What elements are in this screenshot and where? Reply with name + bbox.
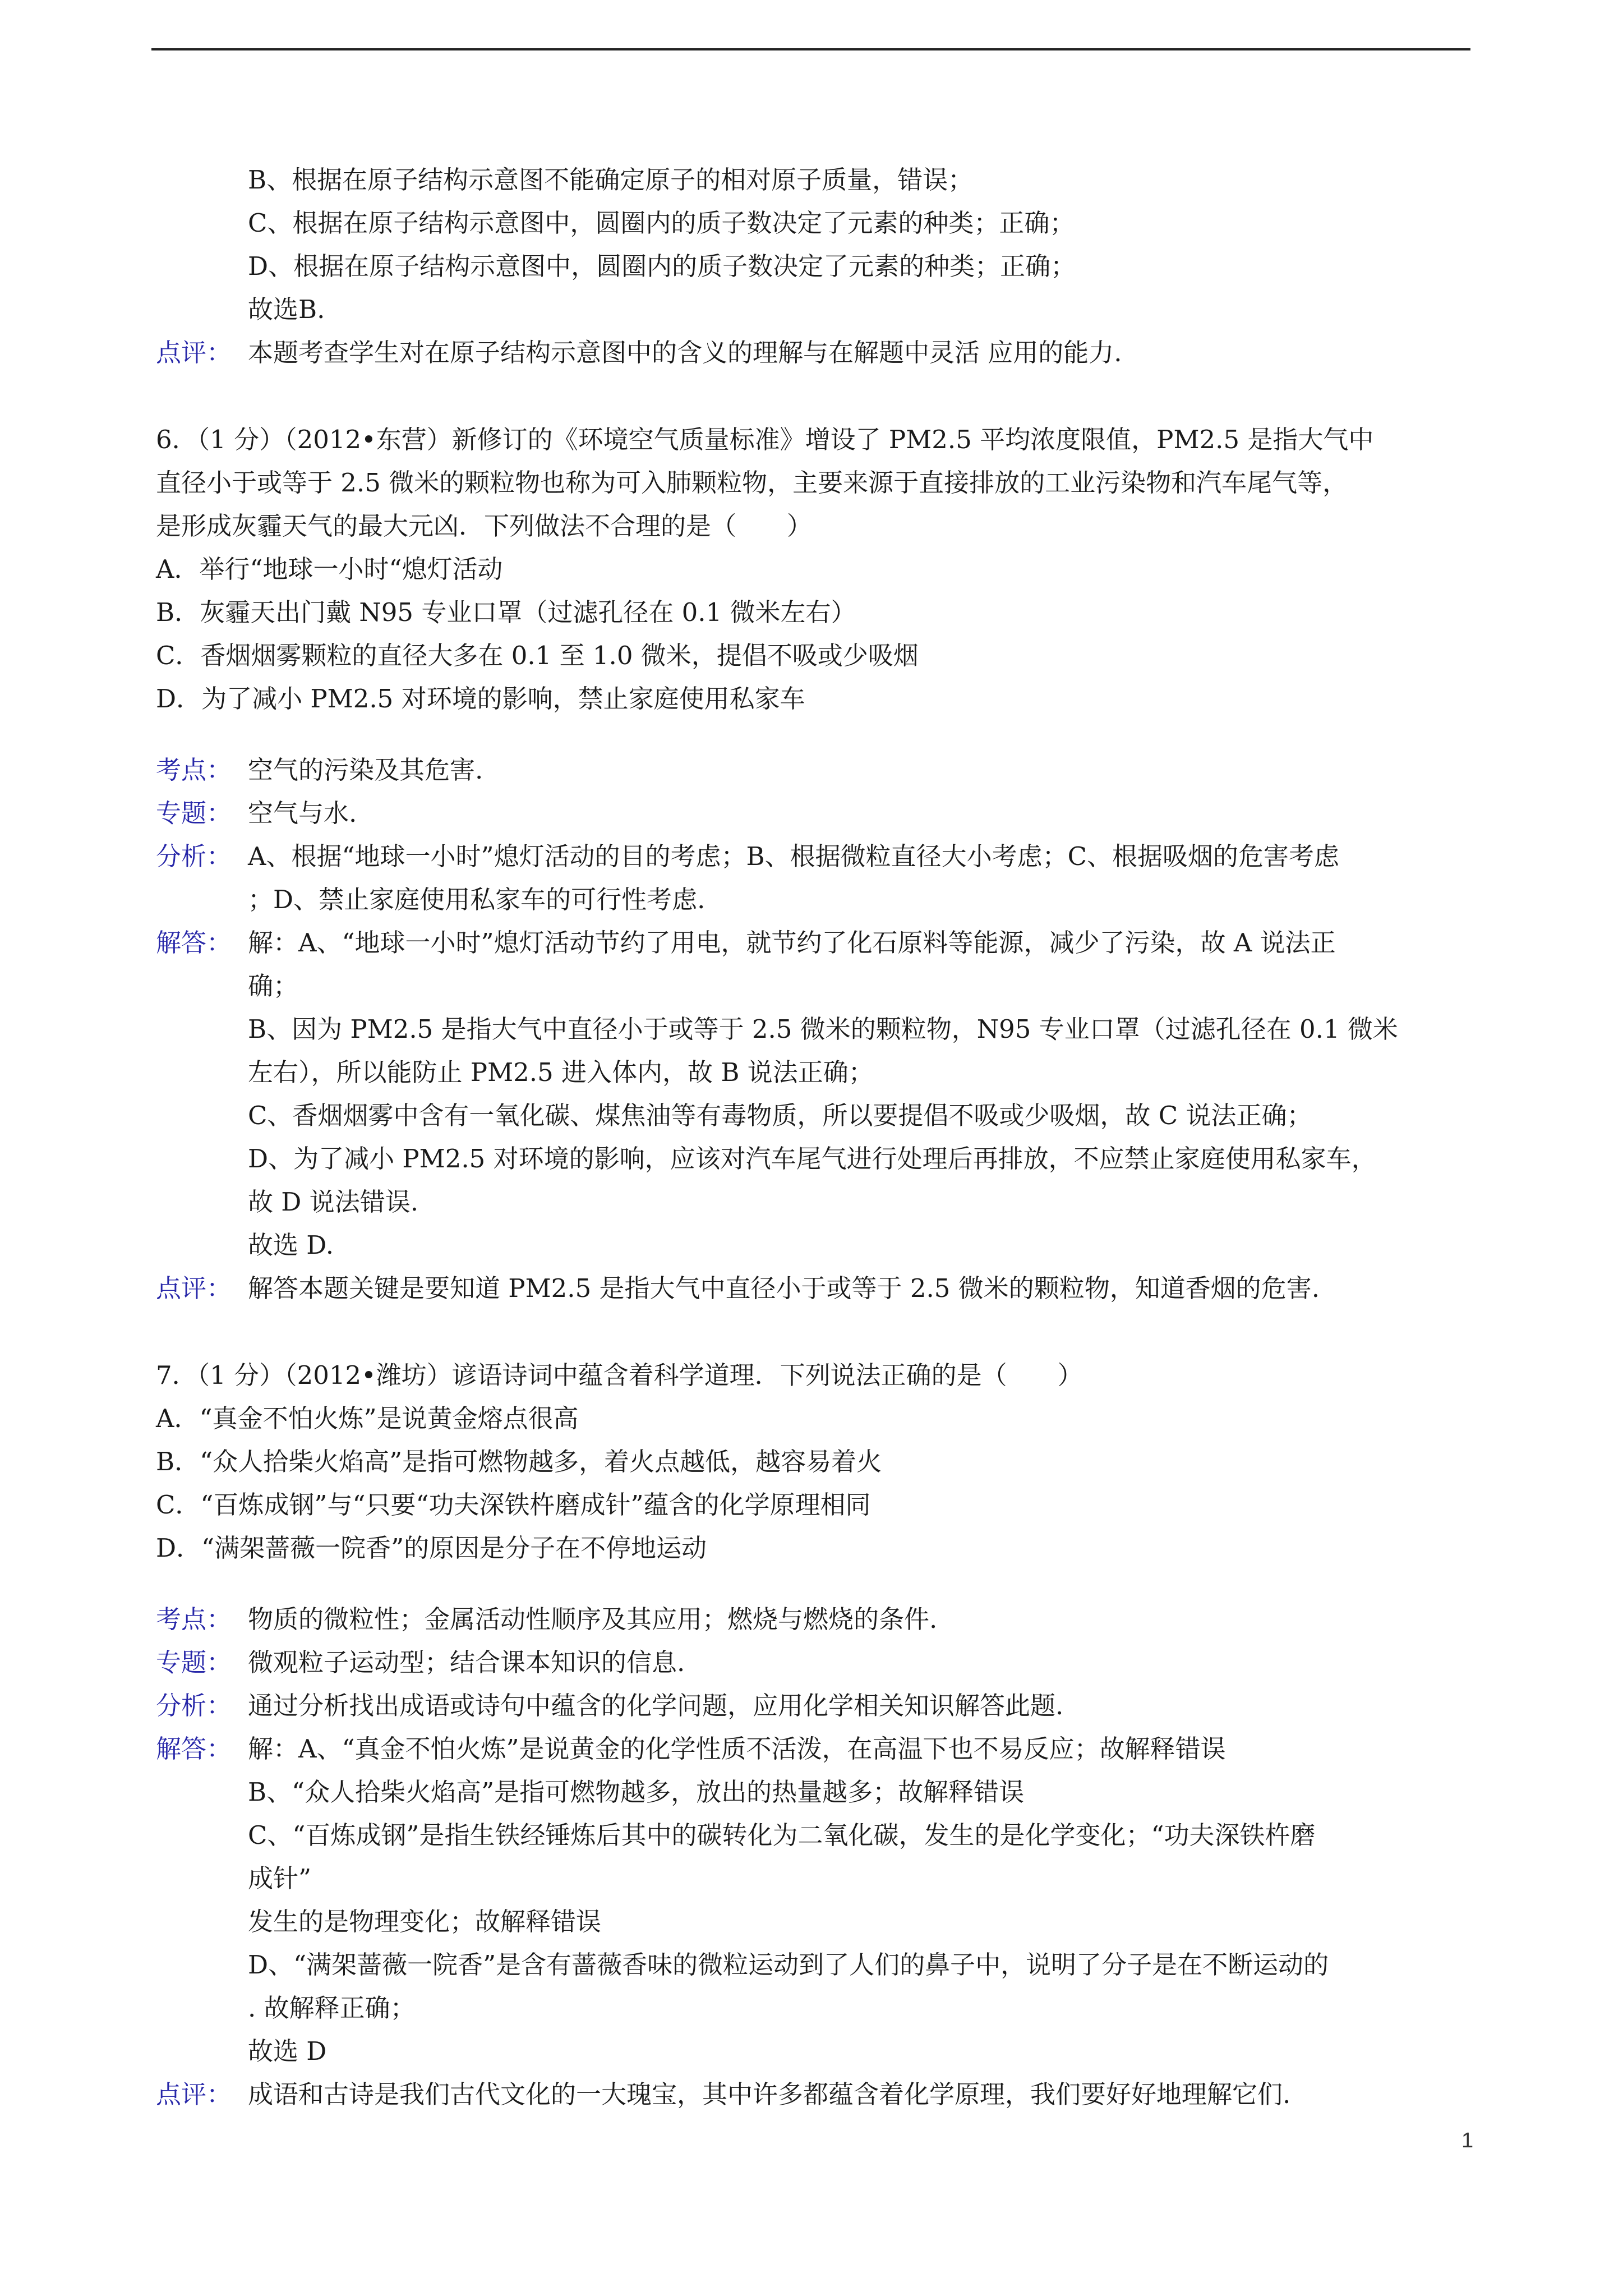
jieda-line: 故选 D — [248, 2036, 327, 2066]
zhuanti-text: 空气与水. — [248, 798, 357, 828]
page-number: 1 — [1461, 2129, 1474, 2152]
jieda-line: D、“满架蔷薇一院香”是含有蔷薇香味的微粒运动到了人们的鼻子中，说明了分子是在不断运动的 — [248, 1950, 1329, 1980]
kaodian-label: 考点： — [156, 755, 232, 785]
jieda-section — [156, 1727, 1479, 2073]
header-rule — [151, 48, 1470, 50]
option-c: C．香烟烟雾颗粒的直径大多在 0.1 至 1.0 微米，提倡不吸或少吸烟 — [156, 641, 919, 670]
dianping-section — [156, 2073, 1479, 2116]
jieda-line: 成针” — [248, 1864, 312, 1893]
dianping-text: 成语和古诗是我们古代文化的一大瑰宝，其中许多都蕴含着化学原理，我们要好好地理解它们. — [248, 2079, 1291, 2109]
option-a: A．“真金不怕火炼”是说黄金熔点很高 — [156, 1404, 579, 1433]
jieda-line: 确； — [248, 971, 299, 1001]
prev-solution-line: D、根据在原子结构示意图中，圆圈内的质子数决定了元素的种类；正确； — [248, 251, 1076, 281]
question-options — [156, 547, 1479, 720]
dianping-label: 点评： — [156, 1273, 232, 1303]
question-options — [156, 1397, 1479, 1570]
comment-text: 本题考查学生对在原子结构示意图中的含义的理解与在解题中灵活 应用的能力. — [248, 338, 1122, 367]
fenxi-section — [156, 1684, 1479, 1727]
jieda-line: D、为了减小 PM2.5 对环境的影响，应该对汽车尾气进行处理后再排放，不应禁止家庭使用私家车， — [248, 1144, 1377, 1174]
jieda-label: 解答： — [156, 928, 232, 958]
option-c: C．“百炼成钢”与“只要“功夫深铁杵磨成针”蕴含的化学原理相同 — [156, 1490, 871, 1520]
dianping-label: 点评： — [156, 2079, 232, 2109]
zhuanti-label: 专题： — [156, 1648, 232, 1677]
prev-solution — [156, 158, 1479, 331]
option-b: B．灰霾天出门戴 N95 专业口罩（过滤孔径在 0.1 微米左右） — [156, 597, 856, 627]
option-d: D．为了减小 PM2.5 对环境的影响，禁止家庭使用私家车 — [156, 684, 805, 714]
fenxi-label: 分析： — [156, 1691, 232, 1720]
zhuanti-section — [156, 792, 1479, 835]
question-7 — [156, 1354, 1479, 2116]
stem-line: 是形成灰霾天气的最大元凶．下列做法不合理的是（ ） — [156, 511, 813, 541]
jieda-label: 解答： — [156, 1734, 232, 1764]
fenxi-section — [156, 835, 1479, 921]
kaodian-text: 物质的微粒性；金属活动性顺序及其应用；燃烧与燃烧的条件. — [248, 1604, 938, 1634]
question-6 — [156, 418, 1479, 1310]
fenxi-line: 通过分析找出成语或诗句中蕴含的化学问题，应用化学相关知识解答此题. — [248, 1691, 1064, 1720]
option-d: D．“满架蔷薇一院香”的原因是分子在不停地运动 — [156, 1533, 707, 1563]
prev-comment — [156, 331, 1479, 374]
fenxi-line: ；D、禁止家庭使用私家车的可行性考虑. — [248, 885, 706, 914]
jieda-line: 故 D 说法错误. — [248, 1187, 418, 1217]
stem-line: 6．（1 分）（2012•东营）新修订的《环境空气质量标准》增设了 PM2.5 平均浓度限值，PM2.5 是指大气中 — [156, 425, 1374, 454]
stem-line: 7．（1 分）（2012•潍坊）谚语诗词中蕴含着科学道理．下列说法正确的是（ ） — [156, 1360, 1083, 1390]
dianping-section — [156, 1267, 1479, 1310]
prev-solution-line: 故选B. — [248, 295, 325, 324]
fenxi-label: 分析： — [156, 841, 232, 871]
jieda-line: . 故解释正确； — [248, 1993, 416, 2023]
comment-label: 点评： — [156, 338, 232, 367]
jieda-line: C、“百炼成钢”是指生铁经锤炼后其中的碳转化为二氧化碳，发生的是化学变化；“功夫深铁杵磨 — [248, 1820, 1316, 1850]
jieda-line: 发生的是物理变化；故解释错误 — [248, 1907, 602, 1936]
zhuanti-section — [156, 1641, 1479, 1684]
prev-solution-line: B、根据在原子结构示意图不能确定原子的相对原子质量，错误； — [248, 165, 974, 195]
stem-line: 直径小于或等于 2.5 微米的颗粒物也称为可入肺颗粒物，主要来源于直接排放的工业污染物和汽车尾气等， — [156, 468, 1348, 498]
question-stem — [156, 418, 1479, 547]
jieda-line: 故选 D. — [248, 1230, 334, 1260]
kaodian-section — [156, 748, 1479, 792]
kaodian-label: 考点： — [156, 1604, 232, 1634]
dianping-text: 解答本题关键是要知道 PM2.5 是指大气中直径小于或等于 2.5 微米的颗粒物，知道香烟的危害. — [248, 1273, 1320, 1303]
jieda-line: 左右），所以能防止 PM2.5 进入体内，故 B 说法正确； — [248, 1057, 874, 1087]
option-a: A．举行“地球一小时“熄灯活动 — [156, 554, 503, 584]
jieda-line: B、因为 PM2.5 是指大气中直径小于或等于 2.5 微米的颗粒物，N95 专业口罩（过滤孔径在 0.1 微米 — [248, 1014, 1398, 1044]
document-body — [156, 158, 1479, 2116]
jieda-section — [156, 921, 1479, 1267]
zhuanti-text: 微观粒子运动型；结合课本知识的信息. — [248, 1648, 685, 1677]
jieda-line: 解：A、“地球一小时”熄灯活动节约了用电，就节约了化石原料等能源，减少了污染，故 A 说法正 — [248, 928, 1336, 958]
kaodian-section — [156, 1598, 1479, 1641]
fenxi-line: A、根据“地球一小时”熄灯活动的目的考虑；B、根据微粒直径大小考虑；C、根据吸烟的危害考虑 — [248, 841, 1340, 871]
jieda-line: C、香烟烟雾中含有一氧化碳、煤焦油等有毒物质，所以要提倡不吸或少吸烟，故 C 说法正确； — [248, 1101, 1312, 1130]
prev-solution-line: C、根据在原子结构示意图中，圆圈内的质子数决定了元素的种类；正确； — [248, 208, 1075, 238]
option-b: B．“众人拾柴火焰高”是指可燃物越多，着火点越低，越容易着火 — [156, 1447, 882, 1476]
zhuanti-label: 专题： — [156, 798, 232, 828]
jieda-line: 解：A、“真金不怕火炼”是说黄金的化学性质不活泼，在高温下也不易反应；故解释错误 — [248, 1734, 1226, 1764]
kaodian-text: 空气的污染及其危害. — [248, 755, 483, 785]
jieda-line: B、“众人拾柴火焰高”是指可燃物越多，放出的热量越多；故解释错误 — [248, 1777, 1025, 1807]
question-stem — [156, 1354, 1479, 1397]
